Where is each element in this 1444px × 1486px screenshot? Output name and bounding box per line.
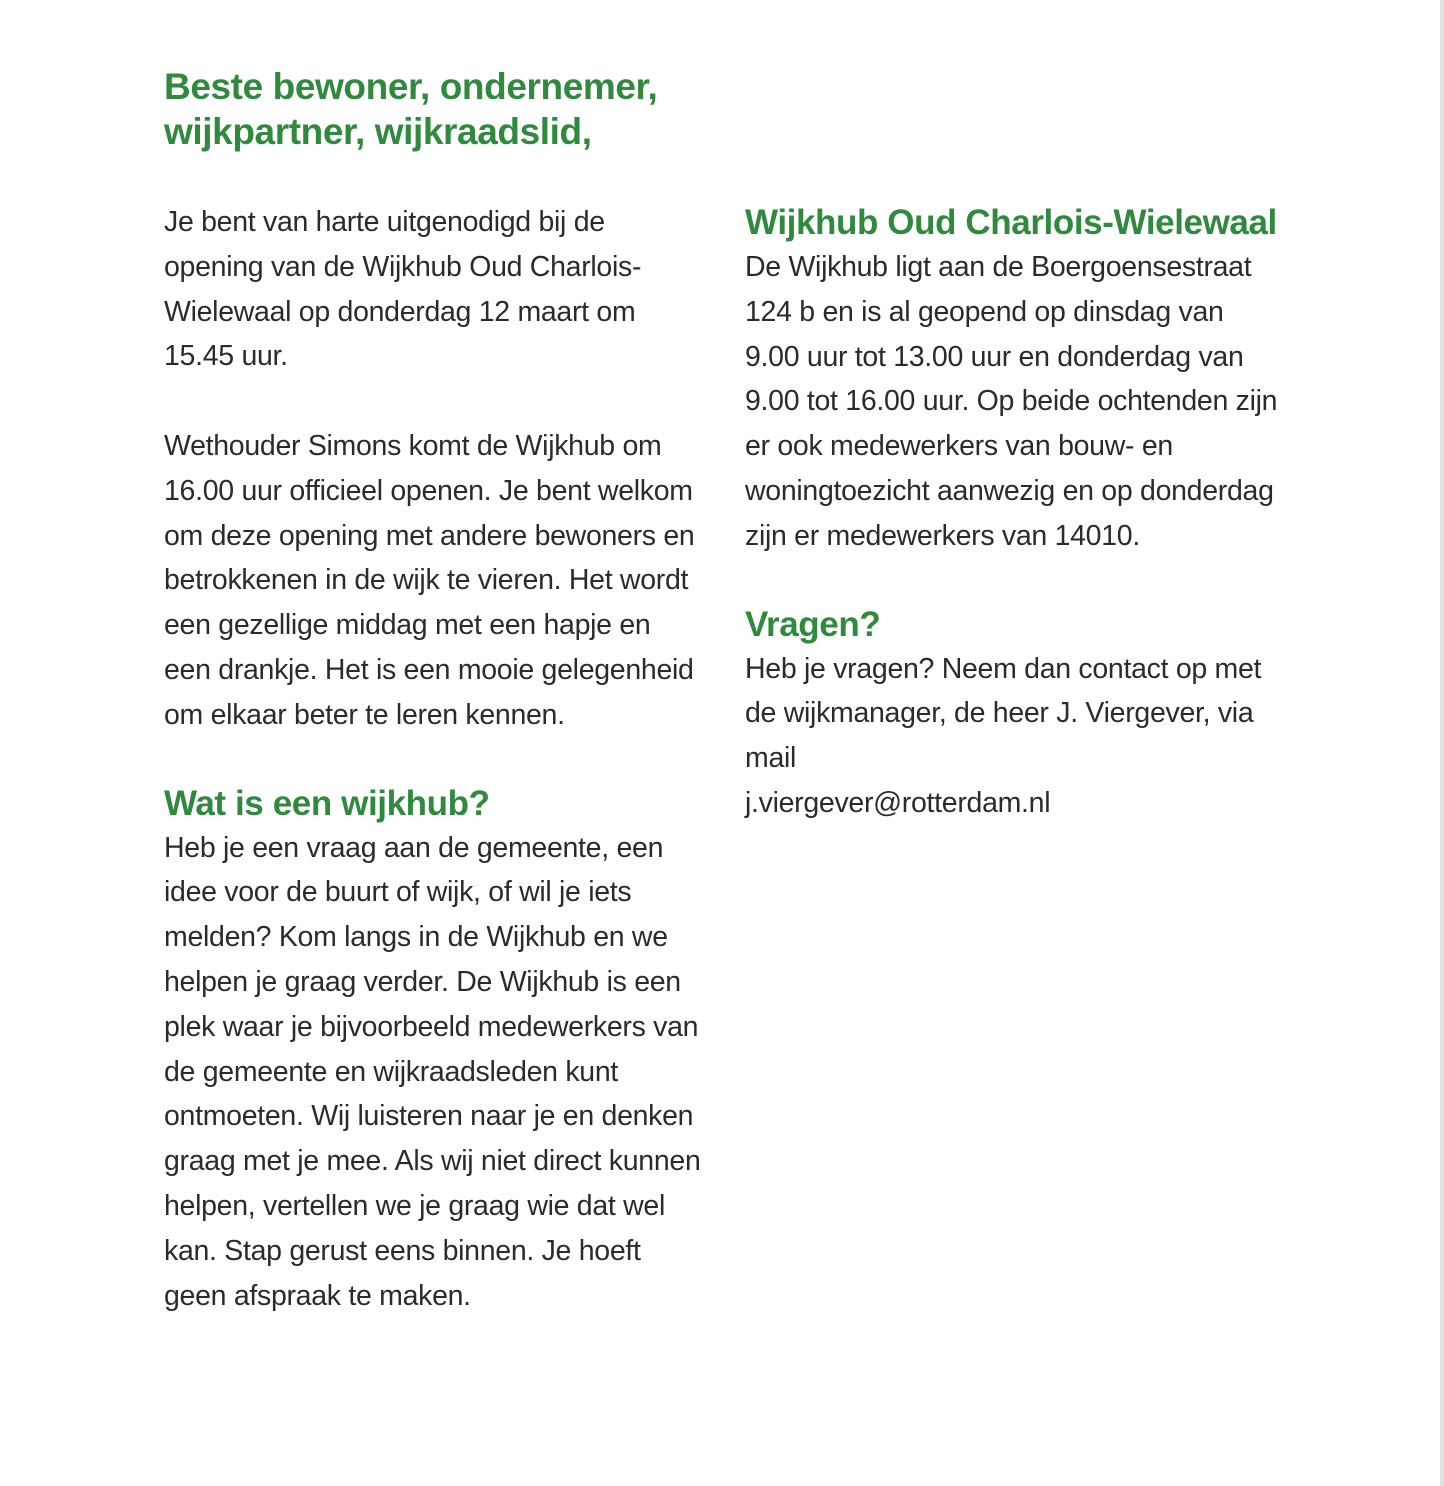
left-column [164, 200, 704, 1318]
questions-heading: Vragen? [745, 604, 881, 644]
what-is-wijkhub-heading: Wat is een wijkhub? [164, 783, 490, 823]
what-is-wijkhub-body: Heb je een vraag aan de gemeente, een idee voor de buurt of wijk, of wil je iets melden? Kom langs in de Wijkhub en we helpen je graag verder. De Wijkhub is een plek waar je bijvoorbeeld medewerkers van de gemeente en wijkraadsleden kunt ontmoeten. Wij luisteren naar je en denken graag met je mee. Als wij niet direct kunnen helpen, vertellen we je graag wie dat wel kan. Stap gerust eens binnen. Je hoeft geen afspraak te maken. [164, 831, 701, 1312]
opening-details-paragraph: Wethouder Simons komt de Wijkhub om 16.00 uur officieel openen. Je bent welkom om deze opening met andere bewoners en betrokkenen in de wijk te vieren. Het wordt een gezellige middag met een hapje en een drankje. Het is een mooie gelegenheid om elkaar beter te leren kennen. [164, 429, 695, 731]
questions-text: Heb je vragen? Neem dan contact op met de wijkmanager, de heer J. Viergever, via mail [745, 652, 1262, 775]
salutation-heading: Beste bewoner, ondernemer, wijkpartner, wijkraadslid, [164, 66, 658, 152]
right-column [745, 198, 1285, 826]
questions-body [745, 647, 1285, 826]
location-heading: Wijkhub Oud Charlois-Wielewaal [745, 203, 1277, 242]
intro-paragraph: Je bent van harte uitgenodigd bij de opening van de Wijkhub Oud Charlois-Wielewaal op donderdag 12 maart om 15.45 uur. [164, 206, 642, 373]
contact-email-link[interactable]: j.viergever@rotterdam.nl [745, 786, 1051, 819]
page-edge-divider [1440, 0, 1444, 1486]
location-body: De Wijkhub ligt aan de Boergoensestraat 124 b en is al geopend op dinsdag van 9.00 uur tot 13.00 uur en donderdag van 9.00 tot 16.00 uur. Op beide ochtenden zijn er ook medewerkers van bouw- en woningtoezicht aanwezig en op donderdag zijn er medewerkers van 14010. [745, 251, 1278, 552]
